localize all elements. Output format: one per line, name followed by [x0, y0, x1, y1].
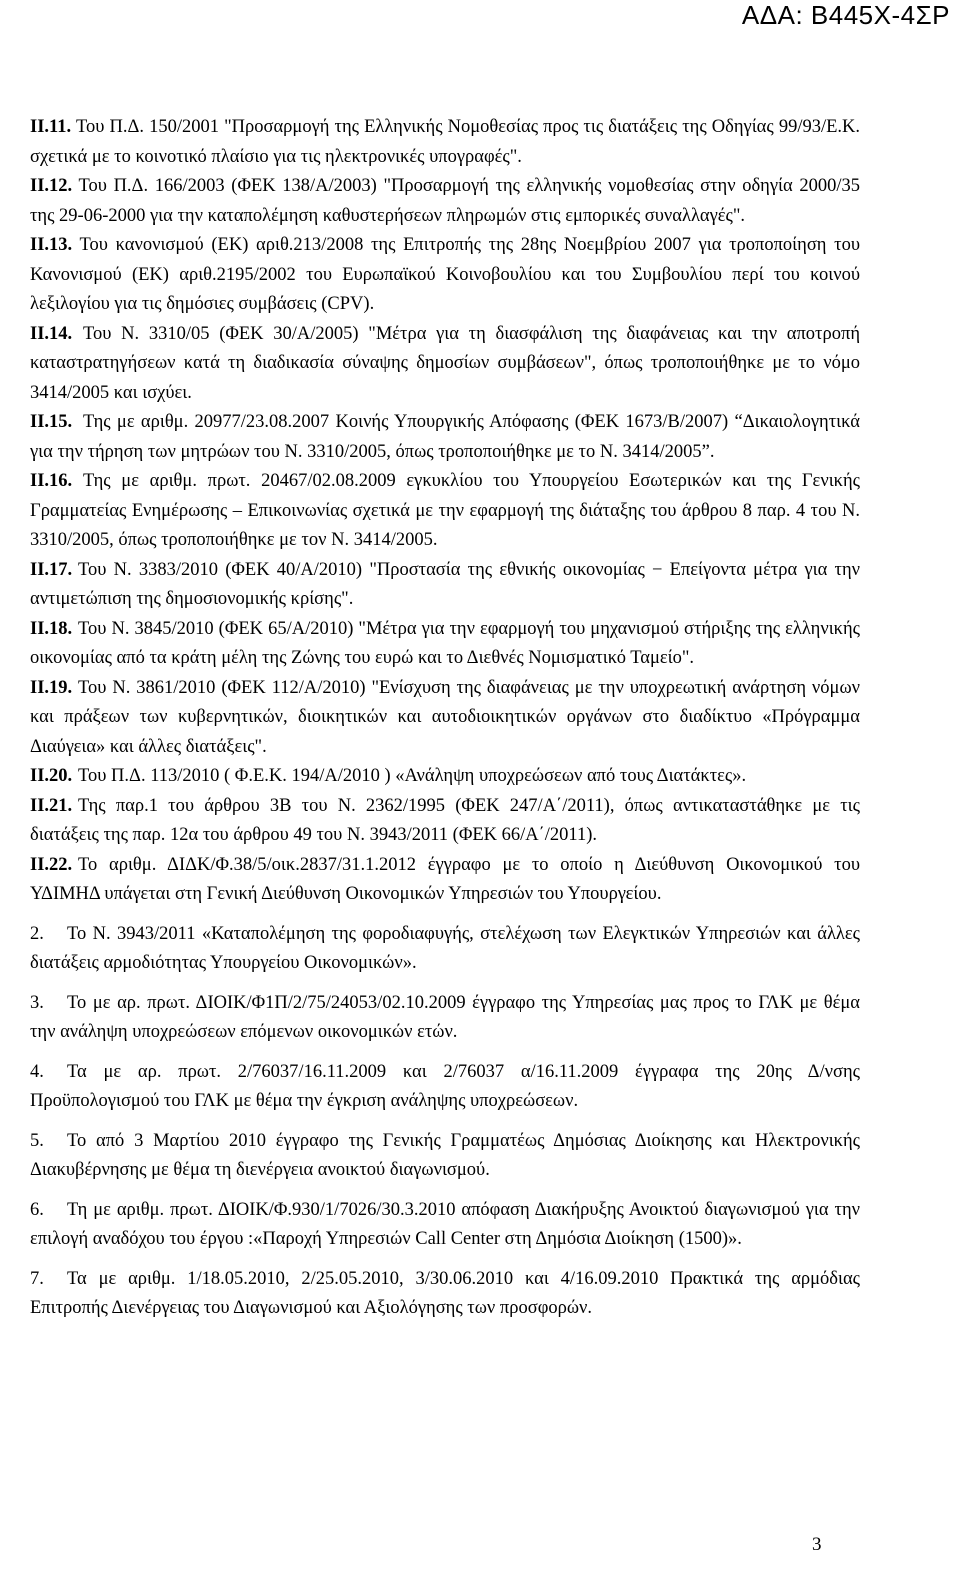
- clause-label: ΙΙ.21.: [30, 795, 73, 816]
- clause-label: ΙΙ.13.: [30, 235, 73, 255]
- clause-ii-12: [30, 172, 860, 231]
- item-number: 4.: [30, 1061, 44, 1082]
- clause-ii-21: [30, 792, 860, 851]
- clause-ii-13: [30, 231, 860, 320]
- clause-ii-16: [30, 467, 860, 556]
- numbered-item-6: [30, 1196, 860, 1255]
- clause-text: Του κανονισμού (ΕΚ) αριθ.213/2008 της Επιτροπής της 28ης Νοεμβρίου 2007 για τροποποίηση του Κανονισμού (ΕΚ) αριθ.2195/2002 του Ευρωπαϊκού Κοινοβουλίου και του Συμβουλίου περί του κοινού λεξιλογίου για τις δημόσιες συμβάσεις (CPV).: [30, 235, 860, 314]
- clause-ii-11: [30, 113, 860, 172]
- clause-ii-22: [30, 851, 860, 910]
- clause-label: ΙΙ.12.: [30, 176, 73, 196]
- clause-text: Του Π.Δ. 113/2010 ( Φ.Ε.Κ. 194/Α/2010 ) «Ανάληψη υποχρεώσεων από τους Διατάκτες».: [78, 766, 747, 786]
- item-number: 5.: [30, 1130, 44, 1151]
- item-number: 7.: [30, 1268, 44, 1289]
- document-body: [30, 113, 860, 1324]
- clause-ii-15: [30, 408, 860, 467]
- clause-label: ΙΙ.18.: [30, 618, 73, 639]
- clause-label: ΙΙ.14.: [30, 323, 73, 344]
- clause-text: Της με αριθμ. πρωτ. 20467/02.08.2009 εγκυκλίου του Υπουργείου Εσωτερικών και της Γενικής Γραμματείας Ενημέρωσης – Επικοινωνίας σχετικά με την εφαρμογή της διάταξης του άρθρου 8 παρ. 4 του Ν. 3310/2005, όπως τροποποιήθηκε με τον Ν. 3414/2005.: [30, 471, 860, 550]
- clause-ii-14: [30, 320, 860, 409]
- item-text: Τη με αριθμ. πρωτ. ΔΙΟΙΚ/Φ.930/1/7026/30.3.2010 απόφαση Διακήρυξης Ανοικτού διαγωνισμού για την επιλογή αναδόχου του έργου :«Παροχή Υπηρεσιών Call Center στη Δημόσια Διοίκηση (1500)».: [30, 1199, 860, 1249]
- clause-text: Του Π.Δ. 150/2001 "Προσαρμογή της Ελληνικής Νομοθεσίας προς τις διατάξεις της Οδηγίας 99/93/Ε.Κ. σχετικά με το κοινοτικό πλαίσιο για τις ηλεκτρονικές υπογραφές".: [30, 117, 861, 167]
- clause-label: ΙΙ.20.: [30, 766, 73, 786]
- numbered-item-7: [30, 1265, 860, 1324]
- clause-label: ΙΙ.11.: [30, 117, 72, 137]
- clause-text: Του Π.Δ. 166/2003 (ΦΕΚ 138/Α/2003) "Προσαρμογή της ελληνικής νομοθεσίας στην οδηγία 2000/35 της 29-06-2000 για την καταπολέμηση καθυστερήσεων πληρωμών στις εμπορικές συναλλαγές".: [30, 176, 861, 226]
- item-text: Το από 3 Μαρτίου 2010 έγγραφο της Γενικής Γραμματέως Δημόσιας Διοίκησης και Ηλεκτρονικής Διακυβέρνησης με θέμα τη διενέργεια ανοικτού διαγωνισμού.: [30, 1130, 860, 1180]
- clause-label: ΙΙ.16.: [30, 471, 73, 491]
- numbered-item-3: [30, 989, 860, 1048]
- clause-ii-19: [30, 674, 860, 763]
- clause-label: ΙΙ.19.: [30, 677, 73, 698]
- item-text: Τα με αριθμ. 1/18.05.2010, 2/25.05.2010, 3/30.06.2010 και 4/16.09.2010 Πρακτικά της αρμόδιας Επιτροπής Διενέργειας του Διαγωνισμού και Αξιολόγησης των προσφορών.: [30, 1268, 860, 1318]
- item-number: 2.: [30, 923, 44, 944]
- item-text: Το με αρ. πρωτ. ΔΙΟΙΚ/Φ1Π/2/75/24053/02.10.2009 έγγραφο της Υπηρεσίας μας προς το ΓΛΚ με θέμα την ανάληψη υποχρεώσεων επόμενων οικονομικών ετών.: [30, 992, 860, 1042]
- clause-label: ΙΙ.15.: [30, 412, 73, 432]
- numbered-item-2: [30, 920, 860, 979]
- clause-label: ΙΙ.17.: [30, 559, 73, 580]
- item-text: Το Ν. 3943/2011 «Καταπολέμηση της φοροδιαφυγής, στελέχωση των Ελεγκτικών Υπηρεσιών και άλλες διατάξεις αρμοδιότητας Υπουργείου Οικονομικών».: [30, 923, 860, 973]
- document-code: ΑΔΑ: Β445Χ-4ΣΡ: [741, 0, 950, 30]
- page-number: 3: [812, 1534, 822, 1555]
- numbered-item-5: [30, 1127, 860, 1186]
- clause-label: ΙΙ.22.: [30, 854, 73, 875]
- clause-ii-17: [30, 556, 860, 615]
- clause-text: Της παρ.1 του άρθρου 3Β του Ν. 2362/1995 (ΦΕΚ 247/Α΄/2011), όπως αντικαταστάθηκε με τις διατάξεις της παρ. 12α του άρθρου 49 του Ν. 3943/2011 (ΦΕΚ 66/Α΄/2011).: [30, 795, 860, 845]
- clause-ii-18: [30, 615, 860, 674]
- clause-text: Της με αριθμ. 20977/23.08.2007 Κοινής Υπουργικής Απόφασης (ΦΕΚ 1673/Β/2007) “Δικαιολογητικά για την τήρηση των μητρώων του Ν. 3310/2005, όπως τροποποιήθηκε με το Ν. 3414/2005”.: [30, 412, 860, 462]
- item-number: 6.: [30, 1199, 44, 1220]
- clause-text: Το αριθμ. ΔΙΔΚ/Φ.38/5/οικ.2837/31.1.2012 έγγραφο με το οποίο η Διεύθυνση Οικονομικού του ΥΔΙΜΗΔ υπάγεται στη Γενική Διεύθυνση Οικονομικών Υπηρεσιών του Υπουργείου.: [30, 854, 860, 904]
- clause-text: Του Ν. 3861/2010 (ΦΕΚ 112/Α/2010) "Ενίσχυση της διαφάνειας με την υποχρεωτική ανάρτηση νόμων και πράξεων των κυβερνητικών, διοικητικών και αυτοδιοικητικών οργάνων στο διαδίκτυο «Πρόγραμμα Διαύγεια» και άλλες διατάξεις".: [30, 677, 860, 757]
- item-text: Τα με αρ. πρωτ. 2/76037/16.11.2009 και 2/76037 α/16.11.2009 έγγραφα της 20ης Δ/νσης Προϋπολογισμού του ΓΛΚ με θέμα την έγκριση ανάληψης υποχρεώσεων.: [30, 1061, 860, 1111]
- clause-ii-20: [30, 762, 860, 792]
- clause-text: Του Ν. 3845/2010 (ΦΕΚ 65/Α/2010) "Μέτρα για την εφαρμογή του μηχανισμού στήριξης της ελληνικής οικονομίας από τα κράτη μέλη της Ζώνης του ευρώ και το Διεθνές Νομισματικό Ταμείο".: [30, 618, 860, 668]
- item-number: 3.: [30, 992, 44, 1013]
- numbered-item-4: [30, 1058, 860, 1117]
- clause-text: Του Ν. 3383/2010 (ΦΕΚ 40/Α/2010) "Προστασία της εθνικής οικονομίας − Επείγοντα μέτρα για την αντιμετώπιση της δημοσιονομικής κρίσης".: [30, 559, 860, 609]
- clause-text: Του Ν. 3310/05 (ΦΕΚ 30/Α/2005) "Μέτρα για τη διασφάλιση της διαφάνειας και την αποτροπή καταστρατηγήσεων κατά τη διαδικασία σύναψης δημοσίων συμβάσεων", όπως τροποποιήθηκε με το νόμο 3414/2005 και ισχύει.: [30, 323, 860, 403]
